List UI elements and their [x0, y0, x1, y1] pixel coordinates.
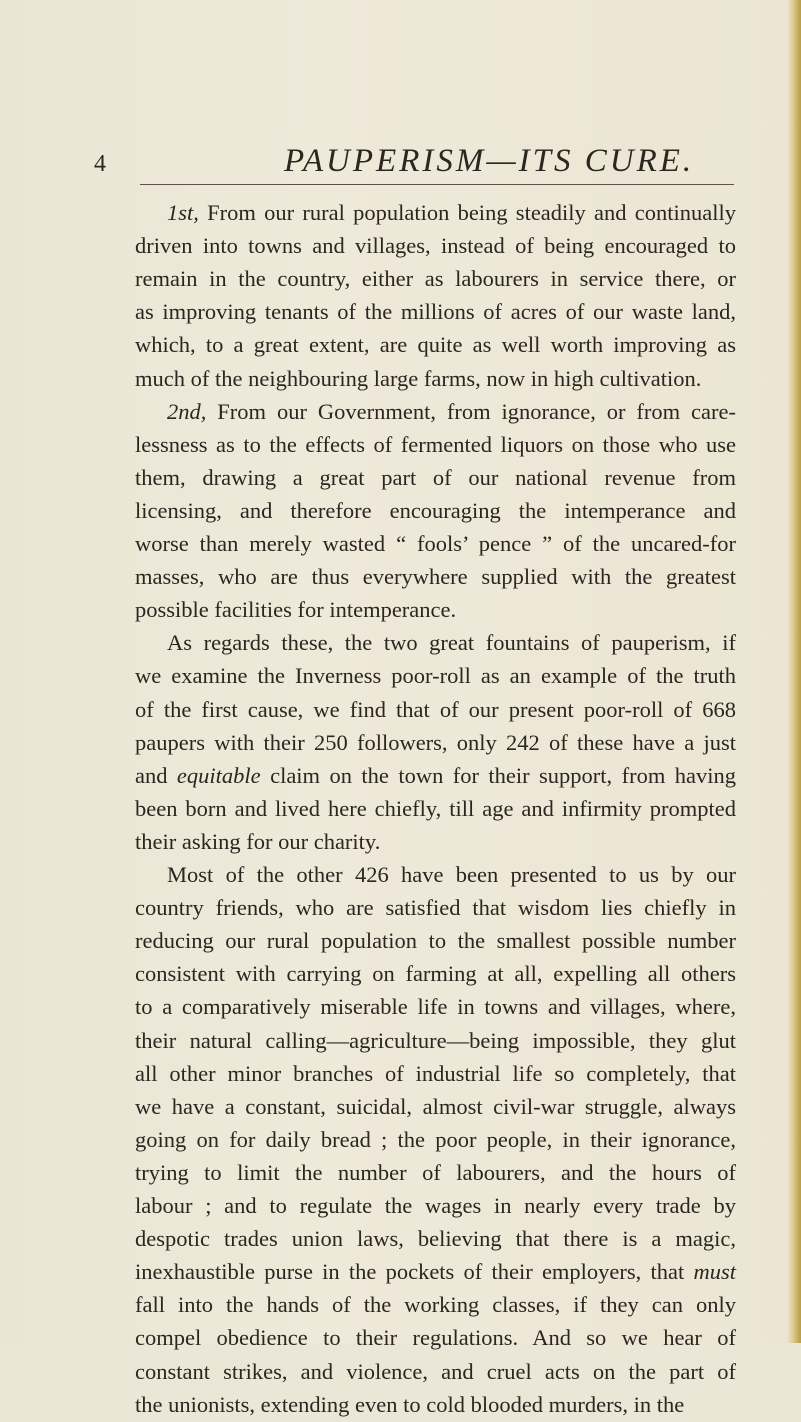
text-line: which, to a great extent, are quite as well worth improving as — [135, 332, 736, 358]
running-title: PAUPERISM—ITS CURE. — [284, 143, 695, 179]
text-line: we examine the Inverness poor-roll as an example of the truth — [135, 663, 736, 689]
text-line: driven into towns and villages, instead of being encouraged to — [135, 233, 736, 259]
text-line: paupers with their 250 followers, only 242 of these have a just — [135, 729, 736, 755]
text-line: remain in the country, either as labourers in service there, or — [135, 266, 736, 292]
text-line: 1st, From our rural population being steadily and continually — [167, 200, 736, 225]
text-line: reducing our rural population to the smallest possible number — [135, 928, 736, 954]
text-line: all other minor branches of industrial life so completely, that — [135, 1060, 736, 1086]
italic-emphasis: must — [693, 1259, 736, 1285]
text-line: and equitable claim on the town for their support, from having — [135, 762, 736, 788]
text-line: compel obedience to their regulations. And so we hear of — [135, 1325, 736, 1351]
italic-emphasis: 2nd, — [167, 398, 207, 424]
italic-emphasis: equitable — [176, 762, 261, 788]
text-line: constant strikes, and violence, and cruel acts on the part of — [135, 1358, 736, 1384]
text-line: of the first cause, we find that of our present poor-roll of 668 — [135, 696, 736, 722]
text-line: 2nd, From our Government, from ignorance, or from care- — [167, 398, 736, 424]
text-line: licensing, and therefore encouraging the intemperance and — [135, 497, 736, 523]
text-line: their natural calling—agriculture—being impossible, they glut — [135, 1027, 736, 1053]
text-line: country friends, who are satisfied that wisdom lies chiefly in — [135, 895, 736, 921]
text-line: lessness as to the effects of fermented liquors on those who use — [135, 431, 736, 457]
text-line: as improving tenants of the millions of acres of our waste land, — [135, 299, 736, 325]
page-number: 4 — [94, 151, 106, 177]
text-line: we have a constant, suicidal, almost civil-war struggle, always — [135, 1093, 736, 1119]
text-line: going on for daily bread ; the poor people, in their ignorance, — [135, 1126, 736, 1152]
text-line: them, drawing a great part of our national revenue from — [135, 464, 736, 490]
text-line: their asking for our charity. — [135, 828, 381, 854]
text-line: inexhaustible purse in the pockets of their employers, that must — [135, 1259, 736, 1285]
text-line: despotic trades union laws, believing that there is a magic, — [135, 1226, 736, 1252]
text-line: labour ; and to regulate the wages in nearly every trade by — [135, 1193, 736, 1218]
text-line: As regards these, the two great fountains of pauperism, if — [167, 630, 736, 656]
text-line: been born and lived here chiefly, till age and infirmity prompted — [135, 795, 736, 821]
text-line: fall into the hands of the working classes, if they can only — [135, 1292, 736, 1318]
text-line: to a comparatively miserable life in towns and villages, where, — [135, 994, 736, 1020]
text-line: worse than merely wasted “ fools’ pence ” of the uncared-for — [135, 531, 736, 556]
text-line: much of the neighbouring large farms, now in high cultivation. — [135, 365, 702, 391]
text-line: the unionists, extending even to cold blooded murders, in the — [135, 1391, 685, 1417]
text-line: Most of the other 426 have been presented to us by our — [167, 862, 736, 887]
text-line: consistent with carrying on farming at all, expelling all others — [135, 961, 736, 987]
text-line: trying to limit the number of labourers, and the hours of — [135, 1159, 736, 1185]
text-line: possible facilities for intemperance. — [135, 597, 457, 623]
text-line: masses, who are thus everywhere supplied with the greatest — [135, 564, 736, 590]
italic-emphasis: 1st, — [167, 200, 199, 225]
